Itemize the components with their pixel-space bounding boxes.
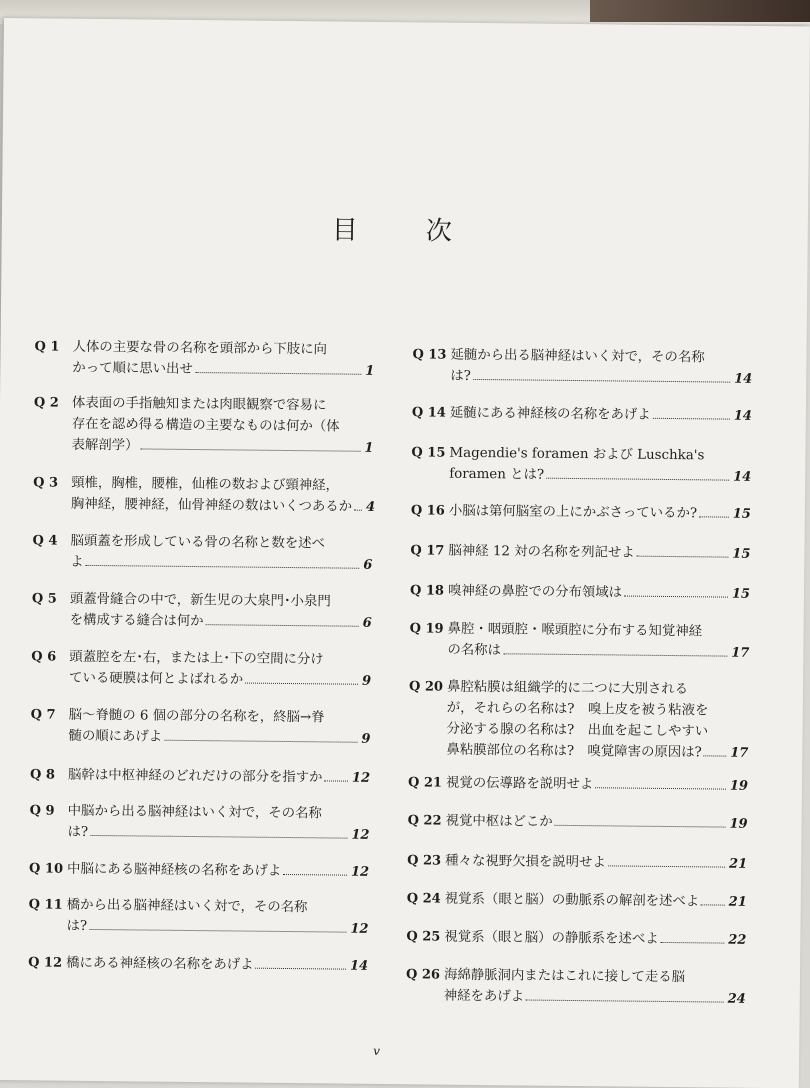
dot-leader xyxy=(256,968,346,970)
entry-text-line: 延髄から出る脳神経はいく対で，その名称 xyxy=(450,347,705,366)
entry-text-line: 小脳は第何脳室の上にかぶさっているか? xyxy=(448,503,698,522)
question-number: Q 10 xyxy=(29,861,64,877)
entry-text-line: 中脳から出る脳神経はいく対で，その名称 xyxy=(67,803,322,822)
question-number: Q 4 xyxy=(32,533,58,549)
question-number: Q 20 xyxy=(408,679,444,695)
entry-page-number: 9 xyxy=(361,673,372,689)
toc-entry xyxy=(31,646,371,692)
entry-text-line: 胸神経，腰神経，仙骨神経の数はいくつあるか xyxy=(70,496,353,515)
entry-page-number: 1 xyxy=(365,363,375,379)
entry-text-line: 頸椎，胸椎，腰椎，仙椎の数および頸神経， xyxy=(71,475,340,494)
question-number: Q 9 xyxy=(29,803,55,819)
entry-page-number: 12 xyxy=(351,770,371,786)
entry-page-number: 14 xyxy=(734,371,753,387)
entry-text-line: かって順に思い出せ xyxy=(72,360,193,377)
title-char-2: 次 xyxy=(425,216,452,247)
dot-leader xyxy=(503,653,727,656)
question-number: Q 22 xyxy=(407,813,442,829)
entry-text-line: 脳神経 12 対の名称を列記せよ xyxy=(448,543,635,561)
dot-leader xyxy=(608,865,725,867)
entry-page-number: 21 xyxy=(729,856,748,872)
question-number: Q 19 xyxy=(409,621,444,637)
entry-text-line: 髄の順にあげよ xyxy=(68,728,163,745)
question-number: Q 11 xyxy=(28,897,63,913)
dot-leader xyxy=(555,825,726,828)
dot-leader xyxy=(526,1000,724,1003)
entry-page-number: 15 xyxy=(731,586,751,602)
question-number: Q 17 xyxy=(410,543,445,559)
entry-text-line: Magendie's foramen および Luschka's xyxy=(449,445,705,464)
toc-entry xyxy=(406,964,746,1010)
dot-leader xyxy=(661,942,725,944)
entry-page-number: 1 xyxy=(364,440,374,456)
toc-entry xyxy=(409,618,749,664)
entry-page-number: 24 xyxy=(727,991,746,1007)
question-number: Q 16 xyxy=(410,503,445,519)
question-number: Q 5 xyxy=(31,591,57,607)
toc-entry xyxy=(412,402,752,427)
page-number: v xyxy=(373,1043,381,1058)
dot-leader xyxy=(164,740,357,743)
entry-page-number: 19 xyxy=(729,816,748,832)
entry-text-line: 海綿静脈洞内またはこれに接して走る脳 xyxy=(443,967,686,986)
entry-page-number: 21 xyxy=(728,894,747,910)
entry-text-line: 存在を認め得る構造の主要なものは何か（体 xyxy=(71,416,340,435)
toc-entry xyxy=(28,894,368,940)
dot-leader xyxy=(546,478,729,481)
toc-entry xyxy=(407,850,747,875)
toc-entry xyxy=(408,676,749,764)
entry-text-line: の名称は xyxy=(447,642,502,659)
dot-leader xyxy=(653,418,730,420)
entry-text-line: 延髄にある神経核の名称をあげよ xyxy=(449,405,651,423)
toc-entry xyxy=(32,588,372,634)
toc-entry xyxy=(412,344,752,390)
entry-page-number: 12 xyxy=(351,827,370,843)
dot-leader xyxy=(89,929,346,933)
entry-text-line: 頭蓋骨縫合の中で，新生児の大泉門･小泉門 xyxy=(69,591,331,610)
entry-text-line: 人体の主要な骨の名称を頭部から下肢に向 xyxy=(72,339,328,358)
toc-entry xyxy=(28,952,368,977)
question-number: Q 6 xyxy=(31,649,57,665)
entry-page-number: 15 xyxy=(732,506,751,522)
question-number: Q 18 xyxy=(409,583,445,599)
entry-page-number: 12 xyxy=(350,921,369,937)
dot-leader xyxy=(86,565,360,569)
dot-leader xyxy=(624,596,728,598)
entry-text-line: 橋にある神経核の名称をあげよ xyxy=(66,955,254,973)
entry-text-line: 種々な視野欠損を説明せよ xyxy=(445,853,606,871)
background-dark-object xyxy=(590,0,810,22)
title-char-1: 目 xyxy=(331,215,358,246)
toc-entry xyxy=(408,810,748,835)
entry-text-line: 鼻腔・咽頭腔・喉頭腔に分布する知覚神経 xyxy=(447,621,703,640)
entry-text-line: 分泌する腺の名称は? 出血を起こしやすい xyxy=(446,721,709,740)
question-number: Q 12 xyxy=(28,955,63,971)
entry-text-line: 鼻腔粘膜は組織学的に二つに大別される xyxy=(446,679,689,698)
entry-text-line: 神経をあげよ xyxy=(443,988,525,1005)
entry-page-number: 14 xyxy=(349,958,369,974)
entry-text-line: 視覚中枢はどこか xyxy=(445,813,553,830)
entry-page-number: 19 xyxy=(729,778,749,794)
entry-text-line: 鼻粘膜部位の名称は? 嗅覚障害の原因は? xyxy=(446,742,702,761)
entry-text-line: が，それらの名称は? 嗅上皮を被う粘液を xyxy=(446,700,709,719)
toc-entry xyxy=(32,530,372,576)
dot-leader xyxy=(195,372,361,375)
entry-page-number: 17 xyxy=(730,745,749,761)
entry-page-number: 14 xyxy=(733,408,752,424)
toc-entry xyxy=(411,442,751,488)
question-number: Q 15 xyxy=(411,445,446,461)
dot-leader xyxy=(324,780,347,781)
entry-text-line: foramen とは? xyxy=(449,466,545,483)
entry-text-line: 視覚の伝導路を説明せよ xyxy=(445,775,594,793)
entry-text-line: 脳頭蓋を形成している骨の名称と数を述べ xyxy=(70,533,326,552)
dot-leader xyxy=(90,835,347,839)
entry-text-line: 脳〜脊髄の 6 個の部分の名称を，終脳→脊 xyxy=(68,707,325,726)
entry-text-line: 体表面の手指触知または肉眼観察で容易に xyxy=(71,395,327,414)
entry-page-number: 6 xyxy=(362,615,372,631)
entry-text-line: よ xyxy=(70,554,84,570)
toc-entry xyxy=(33,392,374,459)
question-number: Q 2 xyxy=(33,395,59,411)
toc-entry xyxy=(33,472,376,518)
entry-text-line: 脳幹は中枢神経のどれだけの部分を指すか xyxy=(67,767,323,786)
entry-page-number: 22 xyxy=(728,932,747,948)
toc-entry xyxy=(34,336,374,382)
dot-leader xyxy=(699,516,729,517)
dot-leader xyxy=(473,379,730,383)
toc-entry xyxy=(406,926,746,951)
toc-entry xyxy=(408,772,748,797)
entry-text-line: 橋から出る脳神経はいく対で，その名称 xyxy=(66,897,308,916)
entry-text-line: 頭蓋腔を左･右，または上･下の空間に分け xyxy=(69,649,324,668)
toc-column-right xyxy=(405,336,753,1007)
question-number: Q 8 xyxy=(29,767,56,783)
dot-leader xyxy=(140,448,360,451)
question-number: Q 1 xyxy=(34,339,60,355)
question-number: Q 24 xyxy=(406,891,441,907)
entry-text-line: ている硬膜は何とよばれるか xyxy=(69,670,244,688)
dot-leader xyxy=(354,510,362,511)
entry-page-number: 17 xyxy=(731,645,750,661)
question-number: Q 7 xyxy=(30,707,56,723)
entry-text-line: は? xyxy=(450,368,471,384)
toc-entry xyxy=(407,888,747,913)
entry-text-line: 視覚系（眼と脳）の動脈系の解剖を述べよ xyxy=(444,891,700,910)
entry-page-number: 6 xyxy=(363,557,373,573)
question-number: Q 3 xyxy=(33,475,59,491)
toc-entry xyxy=(411,500,751,525)
page-title xyxy=(332,209,452,247)
entry-page-number: 12 xyxy=(350,864,370,880)
toc-entry xyxy=(29,800,369,846)
dot-leader xyxy=(637,556,729,558)
toc-entry xyxy=(410,580,750,605)
dot-leader xyxy=(206,624,359,627)
toc-entry xyxy=(29,858,369,883)
toc-entry xyxy=(30,764,370,789)
dot-leader xyxy=(245,683,358,685)
toc-column-left xyxy=(28,332,376,974)
entry-text-line: 中脳にある脳神経核の名称をあげよ xyxy=(67,861,282,879)
dot-leader xyxy=(595,787,726,789)
entry-text-line: は? xyxy=(67,824,89,840)
book-page xyxy=(0,18,810,1088)
entry-page-number: 14 xyxy=(733,469,752,485)
dot-leader xyxy=(704,755,727,756)
question-number: Q 25 xyxy=(406,929,441,945)
question-number: Q 23 xyxy=(407,853,442,869)
entry-text-line: 視覚系（眼と脳）の静脈系を述べよ xyxy=(444,929,659,947)
question-number: Q 13 xyxy=(412,347,447,363)
dot-leader xyxy=(283,874,347,876)
entry-text-line: は? xyxy=(66,918,88,934)
question-number: Q 21 xyxy=(407,775,443,791)
entry-page-number: 15 xyxy=(732,546,751,562)
question-number: Q 14 xyxy=(411,405,446,421)
entry-page-number: 4 xyxy=(366,499,376,515)
entry-text-line: を構成する縫合は何か xyxy=(69,612,204,630)
entry-page-number: 9 xyxy=(361,731,371,747)
toc-entry xyxy=(410,540,750,565)
entry-text-line: 嗅神経の鼻腔での分布領域は xyxy=(447,583,623,601)
dot-leader xyxy=(701,904,724,905)
question-number: Q 26 xyxy=(405,967,441,983)
entry-text-line: 表解剖学） xyxy=(71,437,139,454)
toc-entry xyxy=(30,704,370,750)
